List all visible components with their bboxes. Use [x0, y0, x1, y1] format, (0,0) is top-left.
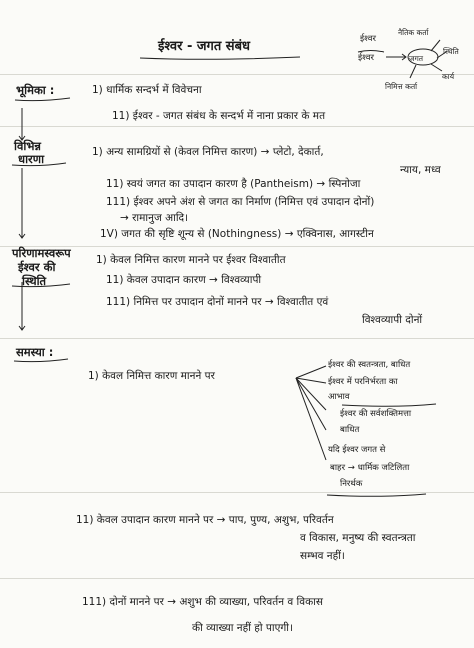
- rule-line: [0, 74, 474, 75]
- section-label-dharana: धारणा: [18, 152, 45, 166]
- vibhinna-item-1: 1) अन्य सामग्रियों से (केवल निमित्त कारण) → प्लेटो, देकार्त,: [92, 146, 324, 158]
- section-label-ishwar-ki: ईश्वर की: [18, 260, 56, 274]
- samasya-branch-3-cont: बाधित: [340, 425, 360, 435]
- vibhinna-item-4: 1V) जगत की सृष्टि शून्य से (Nothingness) → एक्विनास, आगस्टीन: [100, 228, 374, 240]
- corner-world-label: जगत: [409, 54, 424, 63]
- rule-line: [0, 246, 474, 247]
- section-label-vibhinna: विभिन्न: [14, 139, 41, 153]
- rule-line: [0, 492, 474, 493]
- samasya-branch-1: ईश्वर की स्वतन्त्रता, बाधित: [328, 360, 411, 370]
- samasya-item-2: 11) केवल उपादान कारण मानने पर → पाप, पुण्य, अशुभ, परिवर्तन: [76, 514, 334, 526]
- samasya-branch-4-cont: बाहर → धार्मिक जटिलिता: [330, 463, 410, 473]
- rule-line: [0, 338, 474, 339]
- samasya-item-1: 1) केवल निमित्त कारण मानने पर: [88, 370, 215, 382]
- section-label-sthiti: स्थिति: [22, 274, 47, 288]
- corner-nimitta: निमित्त कर्ता: [385, 82, 418, 91]
- rule-line: [0, 578, 474, 579]
- parinam-item-2: 11) केवल उपादान कारण → विश्वव्यापी: [106, 274, 262, 286]
- samasya-branch-3: ईश्वर की सर्वशक्तिमत्ता: [340, 409, 412, 419]
- section-label-samasya: समस्या :: [16, 345, 54, 359]
- vibhinna-item-1-cont: न्याय, मध्व: [400, 164, 441, 176]
- samasya-item-2-end: सम्भव नहीं।: [300, 550, 345, 562]
- corner-karya: कार्य: [442, 72, 455, 81]
- samasya-item-3: 111) दोनों मानने पर → अशुभ की व्याख्या, परिवर्तन व विकास: [82, 596, 323, 608]
- vibhinna-item-2: 11) स्वयं जगत का उपादान कारण है (Pantheism) → स्पिनोजा: [106, 178, 361, 190]
- parinam-item-3: 111) निमित्त पर उपादान दोनों मानने पर → विश्वातीत एवं: [106, 296, 329, 308]
- bhumika-item-2: 11) ईश्वर - जगत संबंध के सन्दर्भ में नाना प्रकार के मत: [112, 110, 326, 122]
- parinam-item-3-cont: विश्वव्यापी दोनों: [362, 314, 423, 326]
- corner-arrow-label: ईश्वर: [358, 53, 374, 63]
- section-label-parinam: परिणामस्वरूप: [12, 246, 71, 260]
- samasya-branch-4-end: निरर्थक: [340, 479, 363, 489]
- corner-sthiti: स्थिति: [443, 47, 459, 56]
- vibhinna-item-3: 111) ईश्वर अपने अंश से जगत का निर्माण (निमित्त एवं उपादान दोनों): [106, 196, 375, 208]
- section-label-bhumika: भूमिका :: [16, 83, 55, 97]
- samasya-item-2-cont: व विकास, मनुष्य की स्वतन्त्रता: [300, 532, 416, 544]
- parinam-item-1: 1) केवल निमित्त कारण मानने पर ईश्वर विश्वातीत: [96, 254, 286, 266]
- corner-god-label: ईश्वर: [360, 34, 376, 44]
- bhumika-item-1: 1) धार्मिक सन्दर्भ में विवेचना: [92, 84, 202, 96]
- corner-moral-agent: नैतिक कर्ता: [398, 28, 429, 37]
- samasya-branch-4: यदि ईश्वर जगत से: [328, 445, 386, 455]
- samasya-branch-2-cont: आभाव: [328, 392, 350, 402]
- samasya-item-3-cont: की व्याख्या नहीं हो पाएगी।: [192, 622, 294, 634]
- samasya-branch-2: ईश्वर में परनिर्भरता का: [328, 377, 398, 387]
- vibhinna-item-3-cont: → रामानुज आदि।: [120, 212, 189, 224]
- rule-line: [0, 126, 474, 127]
- page-title: ईश्वर - जगत संबंध: [158, 39, 251, 54]
